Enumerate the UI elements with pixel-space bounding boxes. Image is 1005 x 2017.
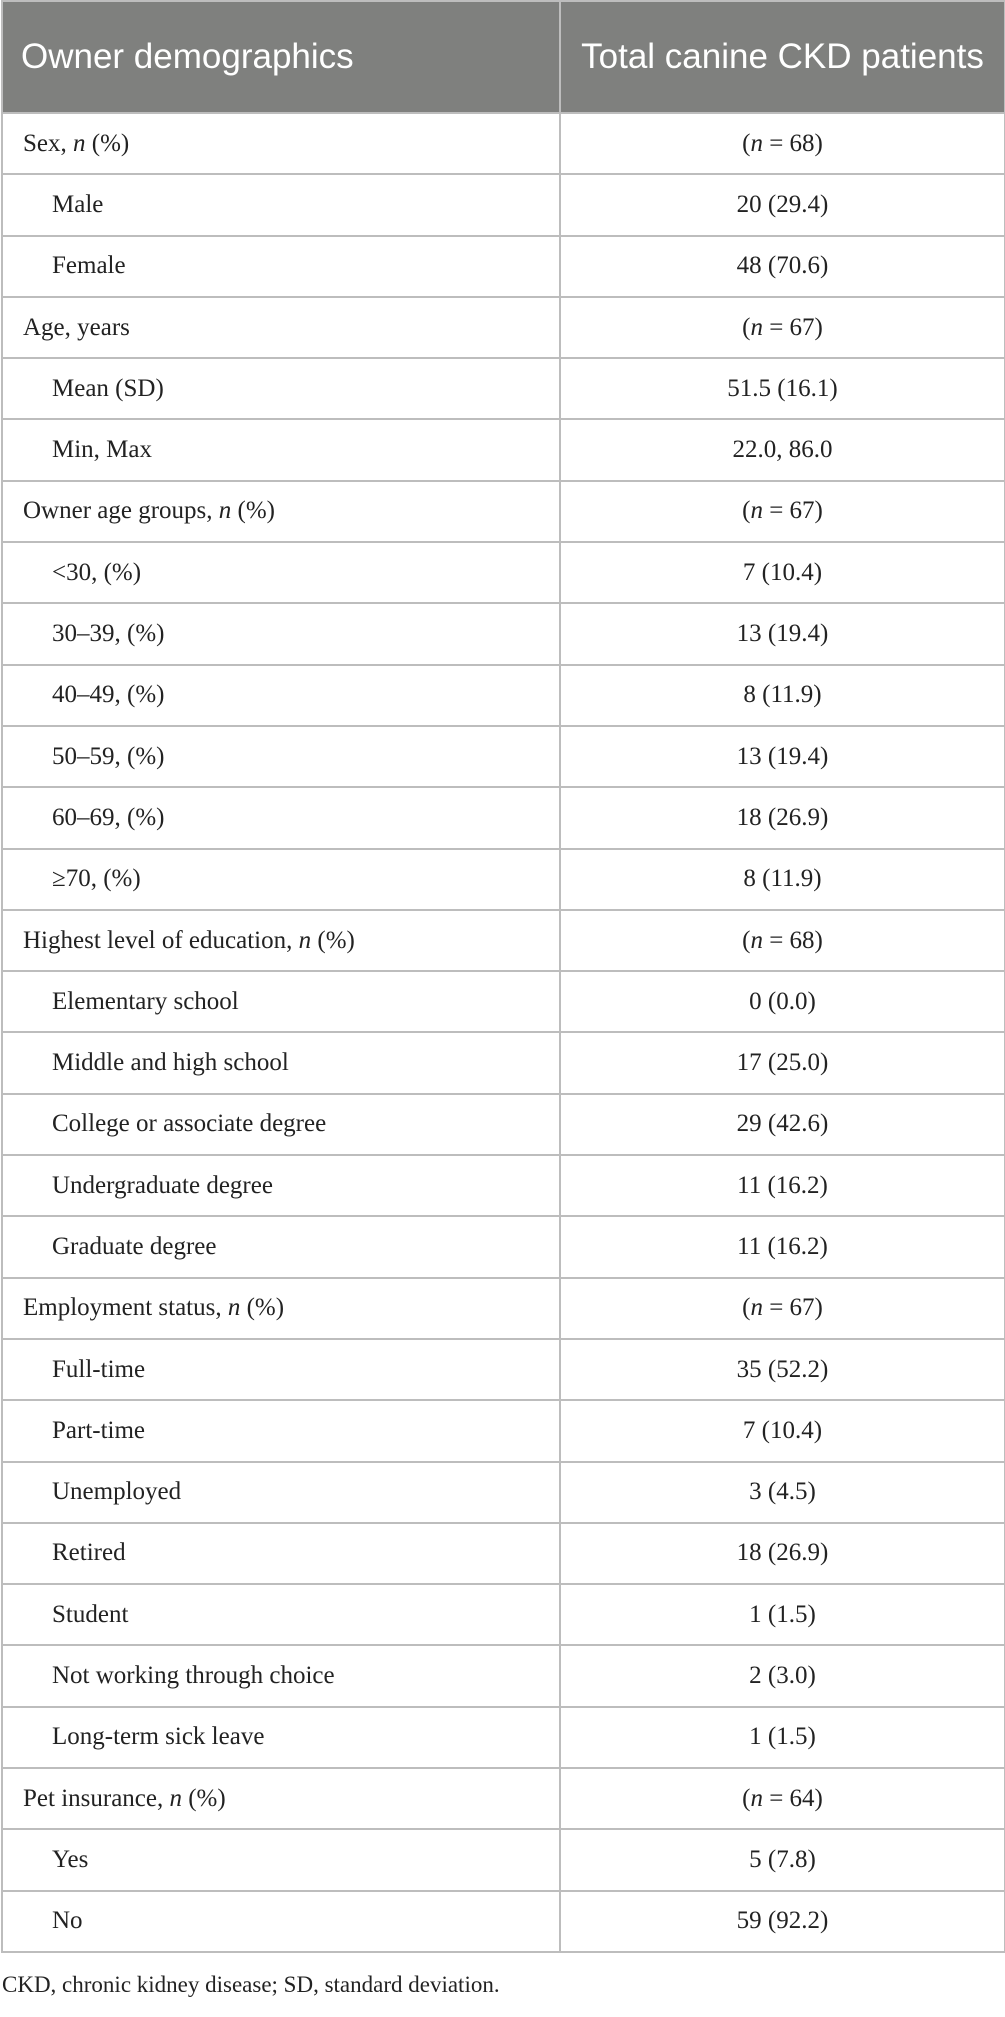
table-row: [2, 1216, 1005, 1277]
row-sublabel: [2, 1339, 560, 1400]
value-count: = 67): [762, 313, 823, 341]
label-text: Elementary school: [52, 987, 239, 1015]
row-value: 59 (92.2): [560, 1891, 1005, 1952]
row-value: 22.0, 86.0: [560, 419, 1005, 480]
label-italic: n: [218, 497, 232, 525]
row-value: 18 (26.9): [560, 787, 1005, 848]
row-value: 5 (7.8): [560, 1829, 1005, 1890]
row-value: 51.5 (16.1): [560, 358, 1005, 419]
row-sublabel: [2, 1155, 560, 1216]
row-sublabel: [2, 419, 560, 480]
row-value: 11 (16.2): [560, 1216, 1005, 1277]
label-text: Graduate degree: [52, 1232, 217, 1260]
row-sublabel: [2, 1462, 560, 1523]
row-value: [560, 113, 1005, 174]
demographics-table: [1, 0, 1005, 1953]
value-italic: n: [750, 926, 763, 954]
value-open: (: [742, 1784, 751, 1812]
value-italic: n: [750, 1294, 763, 1322]
row-value: 35 (52.2): [560, 1339, 1005, 1400]
label-text: Full-time: [52, 1355, 146, 1383]
row-section-label: [2, 113, 560, 174]
label-text: No: [52, 1907, 83, 1935]
label-text: Female: [52, 252, 126, 280]
table-row: [2, 665, 1005, 726]
label-text: Owner age groups,: [23, 497, 219, 525]
row-value: 18 (26.9): [560, 1523, 1005, 1584]
label-text: 30–39, (%): [52, 620, 165, 648]
row-value: [560, 1278, 1005, 1339]
table-row: [2, 419, 1005, 480]
row-sublabel: [2, 603, 560, 664]
row-sublabel: [2, 1891, 560, 1952]
row-value: 3 (4.5): [560, 1462, 1005, 1523]
label-suffix: (%): [85, 129, 130, 157]
row-section-label: [2, 1278, 560, 1339]
row-sublabel: [2, 1645, 560, 1706]
label-text: Not working through choice: [52, 1662, 335, 1690]
label-text: Male: [52, 190, 104, 218]
row-sublabel: [2, 174, 560, 235]
row-sublabel: [2, 1829, 560, 1890]
row-section-label: [2, 910, 560, 971]
table-row: [2, 1829, 1005, 1890]
value-italic: n: [750, 1784, 763, 1812]
label-text: Unemployed: [52, 1478, 182, 1506]
row-sublabel: [2, 665, 560, 726]
value-count: = 68): [762, 129, 823, 157]
row-section-label: [2, 1768, 560, 1829]
row-value: 2 (3.0): [560, 1645, 1005, 1706]
value-open: (: [742, 129, 751, 157]
table-row: [2, 174, 1005, 235]
table-row: [2, 1032, 1005, 1093]
value-open: (: [742, 497, 751, 525]
table-row: [2, 236, 1005, 297]
label-text: Yes: [52, 1845, 89, 1873]
label-text: Min, Max: [52, 436, 152, 464]
table-row: [2, 1891, 1005, 1952]
row-value: 13 (19.4): [560, 603, 1005, 664]
row-value: 13 (19.4): [560, 726, 1005, 787]
row-sublabel: [2, 1032, 560, 1093]
label-text: Student: [52, 1600, 129, 1628]
value-italic: n: [750, 497, 763, 525]
table-row: [2, 542, 1005, 603]
table-row: [2, 1278, 1005, 1339]
value-open: (: [742, 926, 751, 954]
table-row: [2, 1523, 1005, 1584]
row-sublabel: [2, 787, 560, 848]
table-row: [2, 1707, 1005, 1768]
row-value: [560, 910, 1005, 971]
label-text: 40–49, (%): [52, 681, 165, 709]
header-owner-demographics: Owner demographics: [2, 1, 560, 113]
row-sublabel: [2, 1094, 560, 1155]
table-row: [2, 1094, 1005, 1155]
row-sublabel: [2, 1584, 560, 1645]
table-row: [2, 1462, 1005, 1523]
table-row: [2, 1400, 1005, 1461]
row-value: 8 (11.9): [560, 665, 1005, 726]
row-sublabel: [2, 1523, 560, 1584]
table-row: [2, 113, 1005, 174]
table-row: [2, 297, 1005, 358]
row-sublabel: [2, 1400, 560, 1461]
row-sublabel: [2, 358, 560, 419]
label-text: Part-time: [52, 1416, 146, 1444]
table-body: [2, 113, 1005, 1952]
row-value: 0 (0.0): [560, 971, 1005, 1032]
table-row: [2, 481, 1005, 542]
label-text: Retired: [52, 1539, 126, 1567]
label-text: <30, (%): [52, 558, 142, 586]
label-text: Long-term sick leave: [52, 1723, 265, 1751]
table-row: [2, 1339, 1005, 1400]
label-text: 60–69, (%): [52, 803, 165, 831]
row-value: 1 (1.5): [560, 1707, 1005, 1768]
label-suffix: (%): [311, 926, 355, 954]
label-text: Middle and high school: [52, 1049, 289, 1077]
row-value: [560, 1768, 1005, 1829]
label-text: College or associate degree: [52, 1110, 327, 1138]
value-open: (: [742, 1294, 751, 1322]
row-value: 8 (11.9): [560, 849, 1005, 910]
table-row: [2, 971, 1005, 1032]
label-suffix: (%): [240, 1294, 285, 1322]
table-row: [2, 1584, 1005, 1645]
label-italic: n: [169, 1784, 182, 1812]
table-row: [2, 1768, 1005, 1829]
row-sublabel: [2, 849, 560, 910]
label-text: Undergraduate degree: [52, 1171, 273, 1199]
row-sublabel: [2, 1216, 560, 1277]
row-sublabel: [2, 726, 560, 787]
row-sublabel: [2, 542, 560, 603]
label-text: Sex,: [23, 129, 73, 157]
row-value: [560, 481, 1005, 542]
value-italic: n: [750, 129, 763, 157]
header-total-patients: Total canine CKD patients: [560, 1, 1005, 113]
row-sublabel: [2, 1707, 560, 1768]
label-text: Employment status,: [23, 1294, 228, 1322]
label-text: Age, years: [23, 313, 130, 341]
row-value: 20 (29.4): [560, 174, 1005, 235]
label-italic: n: [73, 129, 86, 157]
row-value: 11 (16.2): [560, 1155, 1005, 1216]
row-value: 48 (70.6): [560, 236, 1005, 297]
label-text: Mean (SD): [52, 374, 164, 402]
value-italic: n: [750, 313, 763, 341]
table-row: [2, 358, 1005, 419]
label-italic: n: [298, 926, 312, 954]
label-text: ≥70, (%): [52, 865, 141, 893]
label-suffix: (%): [231, 497, 276, 525]
value-count: = 67): [762, 1294, 823, 1322]
row-section-label: [2, 481, 560, 542]
label-text: 50–59, (%): [52, 742, 165, 770]
table-row: [2, 1155, 1005, 1216]
table-header-row: [2, 1, 1005, 113]
row-value: [560, 297, 1005, 358]
label-text: Pet insurance,: [23, 1784, 170, 1812]
table-row: [2, 849, 1005, 910]
label-suffix: (%): [181, 1784, 226, 1812]
table-row: [2, 726, 1005, 787]
value-count: = 68): [762, 926, 823, 954]
table-row: [2, 1645, 1005, 1706]
row-value: 1 (1.5): [560, 1584, 1005, 1645]
label-text: Highest level of education,: [23, 926, 299, 954]
row-sublabel: [2, 971, 560, 1032]
table-row: [2, 787, 1005, 848]
row-value: 7 (10.4): [560, 1400, 1005, 1461]
table-row: [2, 910, 1005, 971]
row-sublabel: [2, 236, 560, 297]
value-count: = 64): [762, 1784, 823, 1812]
row-section-label: [2, 297, 560, 358]
table-row: [2, 603, 1005, 664]
label-italic: n: [227, 1294, 241, 1322]
value-count: = 67): [762, 497, 823, 525]
row-value: 7 (10.4): [560, 542, 1005, 603]
row-value: 17 (25.0): [560, 1032, 1005, 1093]
row-value: 29 (42.6): [560, 1094, 1005, 1155]
table-footnote: CKD, chronic kidney disease; SD, standard deviation.: [2, 1972, 500, 1997]
value-open: (: [742, 313, 751, 341]
